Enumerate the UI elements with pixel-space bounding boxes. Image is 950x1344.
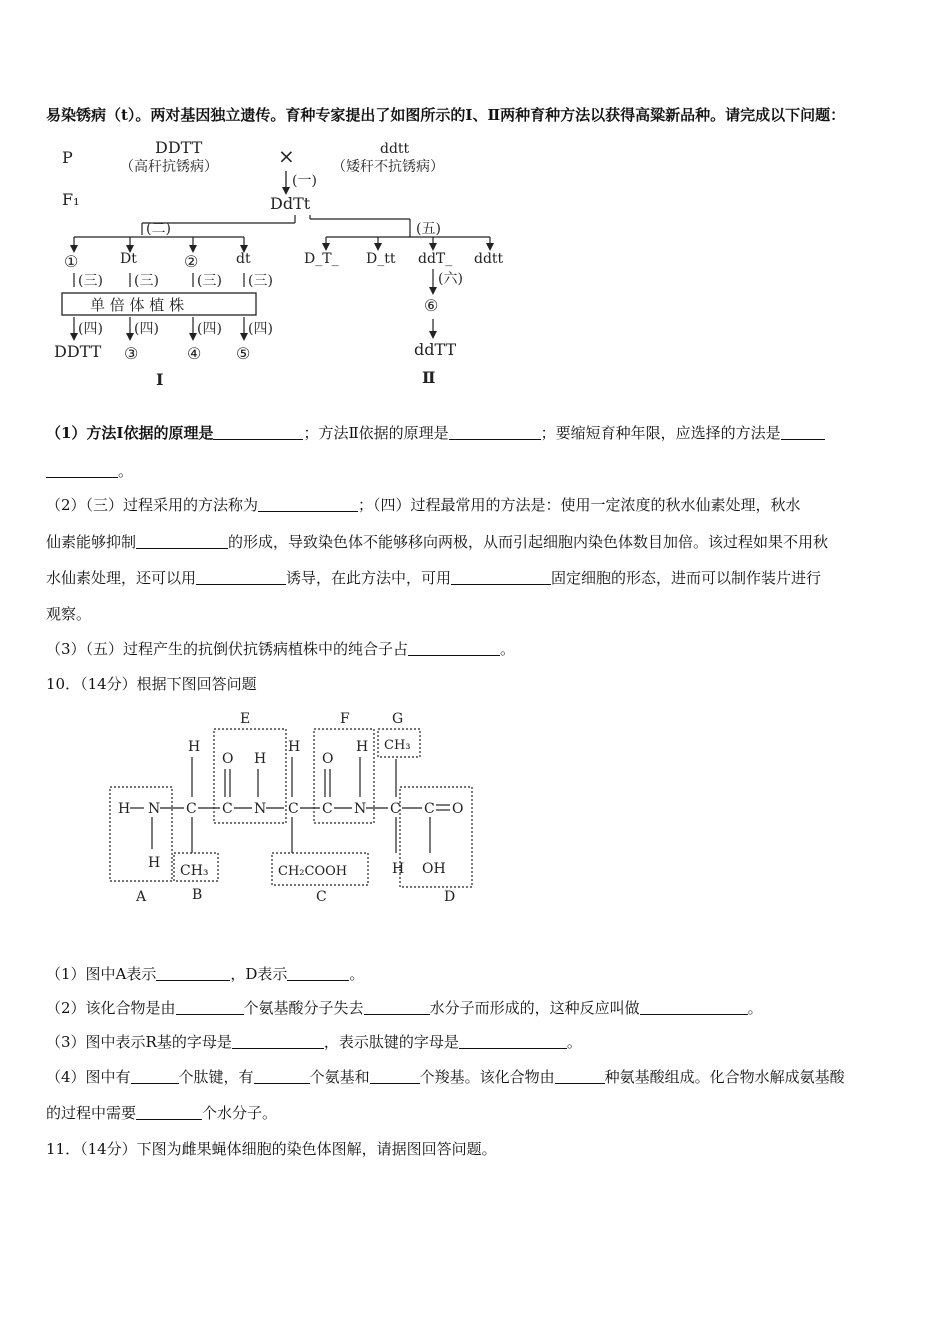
answer-blank[interactable] bbox=[196, 570, 286, 585]
svg-text:O: O bbox=[452, 801, 464, 817]
answer-blank[interactable] bbox=[364, 1000, 430, 1015]
label-C: C bbox=[316, 889, 327, 905]
svg-text:N: N bbox=[354, 801, 367, 817]
step6-label: (六) bbox=[438, 271, 463, 287]
step1-label: (一) bbox=[292, 173, 317, 189]
step4-label-1: (四) bbox=[78, 321, 103, 337]
step4-label-4: (四) bbox=[248, 321, 273, 337]
p-label: P bbox=[62, 148, 73, 167]
svg-text:H: H bbox=[356, 739, 369, 755]
parent2-desc: （矮秆不抗锈病） bbox=[332, 159, 444, 175]
cross-symbol: × bbox=[278, 144, 295, 168]
answer-blank[interactable] bbox=[370, 1069, 420, 1084]
offspring-4: ddtt bbox=[474, 251, 504, 267]
q10-sub4-line1: （4）图中有 个肽键，有 个氨基和 个羧基。该化合物由 种氨基酸组成。化合物水解成氨基酸 bbox=[46, 1068, 845, 1086]
q10-sub3: （3）图中表示R基的字母是 ，表示肽键的字母是 。 bbox=[46, 1033, 582, 1051]
q10-sub2: （2）该化合物是由 个氨基酸分子失去 水分子而形成的，这种反应叫做 。 bbox=[46, 999, 763, 1017]
q10-sub1: （1）图中A表示 ，D表示 。 bbox=[46, 965, 365, 983]
answer-blank[interactable] bbox=[156, 966, 230, 981]
offspring-3: ddT_ bbox=[418, 251, 453, 267]
step5-label: (五) bbox=[416, 221, 441, 237]
step3-label-1: (三) bbox=[78, 273, 103, 289]
f1-genotype: DdTt bbox=[270, 194, 311, 213]
answer-blank[interactable] bbox=[131, 1069, 179, 1084]
gamete-dt-lower: dt bbox=[236, 251, 251, 267]
svg-text:C: C bbox=[222, 801, 233, 817]
answer-blank[interactable] bbox=[555, 1069, 605, 1084]
answer-blank[interactable] bbox=[254, 1069, 310, 1084]
svg-text:H: H bbox=[254, 751, 267, 767]
method-I-label: Ⅰ bbox=[156, 370, 164, 389]
step3-label-4: (三) bbox=[248, 273, 273, 289]
result-5: ⑤ bbox=[236, 344, 251, 363]
q9-part3: （3）（五）过程产生的抗倒伏抗锈病植株中的纯合子占 。 bbox=[46, 640, 516, 658]
label-B: B bbox=[192, 887, 203, 903]
svg-text:H: H bbox=[118, 801, 131, 817]
num-6: ⑥ bbox=[424, 296, 439, 315]
q9-part2-line3: 水仙素处理，还可以用 诱导，在此方法中，可用 固定细胞的形态，进而可以制作装片进行 bbox=[46, 569, 822, 587]
result-ddtt: DDTT bbox=[54, 342, 102, 361]
gamete-2: ② bbox=[184, 252, 199, 271]
step2-label: (二) bbox=[146, 221, 171, 237]
q9-part2-line1: （2）（三）过程采用的方法称为 ；（四）过程最常用的方法是：使用一定浓度的秋水仙素处理，秋水 bbox=[46, 496, 801, 514]
svg-text:C: C bbox=[288, 801, 299, 817]
svg-text:N: N bbox=[148, 801, 161, 817]
answer-blank[interactable] bbox=[232, 1034, 324, 1049]
answer-blank[interactable] bbox=[136, 534, 228, 549]
label-G: G bbox=[392, 711, 404, 727]
oh-d: OH bbox=[422, 861, 446, 877]
parent2-genotype: ddtt bbox=[380, 141, 410, 157]
step3-label-2: (三) bbox=[134, 273, 159, 289]
svg-text:H: H bbox=[188, 739, 201, 755]
result-3: ③ bbox=[124, 344, 139, 363]
svg-text:O: O bbox=[222, 751, 234, 767]
ch3-g: CH₃ bbox=[384, 738, 411, 753]
label-D: D bbox=[444, 889, 456, 905]
method2-final: ddTT bbox=[414, 340, 457, 359]
svg-text:C: C bbox=[186, 801, 197, 817]
answer-blank[interactable] bbox=[408, 641, 500, 656]
answer-blank[interactable] bbox=[449, 425, 541, 440]
answer-blank[interactable] bbox=[459, 1034, 567, 1049]
svg-text:O: O bbox=[322, 751, 334, 767]
label-A: A bbox=[136, 889, 147, 905]
answer-blank[interactable] bbox=[46, 463, 118, 478]
ch2cooh-c: CH₂COOH bbox=[278, 864, 348, 879]
q11-title: 11．（14分）下图为雌果蝇体细胞的染色体图解，请据图回答问题。 bbox=[46, 1140, 497, 1158]
answer-blank[interactable] bbox=[213, 425, 303, 440]
answer-blank[interactable] bbox=[258, 497, 358, 512]
offspring-1: D_T_ bbox=[304, 251, 339, 267]
ch3-b: CH₃ bbox=[180, 863, 209, 879]
q9-part2-line4: 观察。 bbox=[46, 605, 92, 623]
svg-text:C: C bbox=[390, 801, 401, 817]
result-4: ④ bbox=[187, 344, 202, 363]
answer-blank[interactable] bbox=[287, 966, 349, 981]
svg-text:C: C bbox=[424, 801, 435, 817]
svg-text:H: H bbox=[148, 855, 161, 871]
step4-label-2: (四) bbox=[134, 321, 159, 337]
q9-part1-line2: 。 bbox=[46, 460, 133, 481]
method-II-label: Ⅱ bbox=[422, 368, 436, 387]
step3-label-3: (三) bbox=[197, 273, 222, 289]
answer-blank[interactable] bbox=[136, 1105, 202, 1120]
answer-blank[interactable] bbox=[640, 1000, 748, 1015]
step4-label-3: (四) bbox=[197, 321, 222, 337]
intro-line: 易染锈病（t）。两对基因独立遗传。育种专家提出了如图所示的Ⅰ、Ⅱ两种育种方法以获得高粱新品种。请完成以下问题： bbox=[46, 106, 846, 124]
breeding-diagram bbox=[50, 135, 610, 395]
label-E: E bbox=[240, 711, 251, 727]
svg-text:N: N bbox=[254, 801, 267, 817]
answer-blank[interactable] bbox=[451, 570, 551, 585]
parent1-genotype: DDTT bbox=[155, 138, 203, 157]
offspring-2: D_tt bbox=[366, 251, 396, 267]
q10-sub4-line2: 的过程中需要 个水分子。 bbox=[46, 1104, 278, 1122]
svg-text:H: H bbox=[392, 861, 405, 877]
q9-part1-line1: （1）方法Ⅰ依据的原理是 ；方法Ⅱ依据的原理是 ；要缩短育种年限，应选择的方法是 bbox=[46, 422, 825, 443]
svg-text:H: H bbox=[288, 739, 301, 755]
peptide-structure-diagram bbox=[104, 703, 504, 913]
f1-label: F₁ bbox=[62, 190, 80, 209]
answer-blank[interactable] bbox=[781, 425, 825, 440]
gamete-dt-upper: Dt bbox=[120, 251, 137, 267]
label-F: F bbox=[340, 711, 350, 727]
svg-text:C: C bbox=[322, 801, 333, 817]
q9-part2-line2: 仙素能够抑制 的形成，导致染色体不能够移向两极，从而引起细胞内染色体数目加倍。该过程如果不用秋 bbox=[46, 533, 829, 551]
answer-blank[interactable] bbox=[176, 1000, 244, 1015]
q10-title: 10．（14分）根据下图回答问题 bbox=[46, 675, 257, 693]
parent1-desc: （高秆抗锈病） bbox=[120, 159, 218, 175]
gamete-1: ① bbox=[64, 252, 79, 271]
haploid-box-label: 单 倍 体 植 株 bbox=[90, 296, 185, 314]
